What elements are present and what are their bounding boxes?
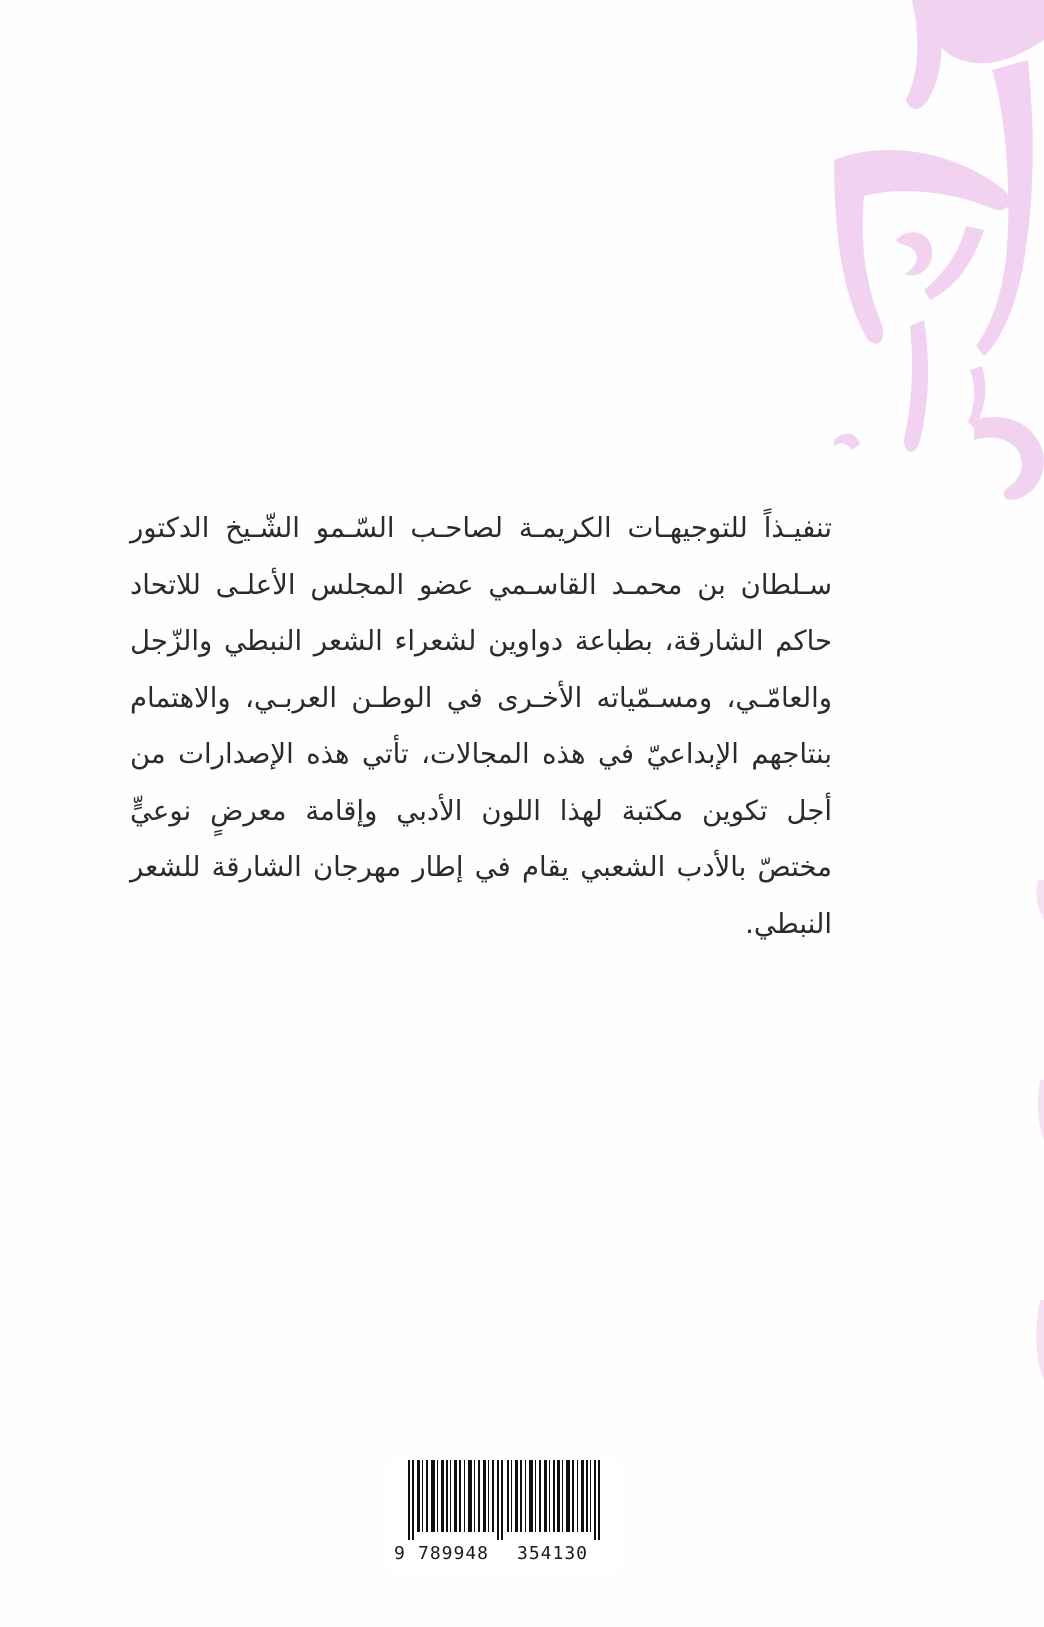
barcode-first-digit: 9 xyxy=(394,1543,405,1564)
barcode-left-group: 789948 xyxy=(418,1543,490,1564)
edge-decoration xyxy=(1004,880,1044,1400)
calligraphy-decoration xyxy=(684,0,1044,560)
isbn-barcode xyxy=(390,1460,618,1572)
barcode-bars xyxy=(390,1460,618,1540)
barcode-number xyxy=(390,1543,618,1565)
barcode-right-group: 354130 xyxy=(517,1543,589,1564)
back-cover-description: تنفيـذاً للتوجيهـات الكريمـة لصاحـب السّـمو الشّـيخ الدكتور سـلطان بن محمـد القاسـمي عضو المجلس الأعلـى للاتحاد حاكم الشارقة، بطباعة دواوين لشعراء الشعر النبطي والزّجل والعامّـي، ومسـمّياته الأخـرى في الوطـن العربـي، والاهتمام بنتاجهم الإبداعيّ في هذه المجالات، تأتي هذه الإصدارات من أجل تكوين مكتبة لهذا اللون الأدبي وإقامة معرضٍ نوعيٍّ مختصّ بالأدب الشعبي يقام في إطار مهرجان الشارقة للشعر النبطي. xyxy=(130,512,832,940)
